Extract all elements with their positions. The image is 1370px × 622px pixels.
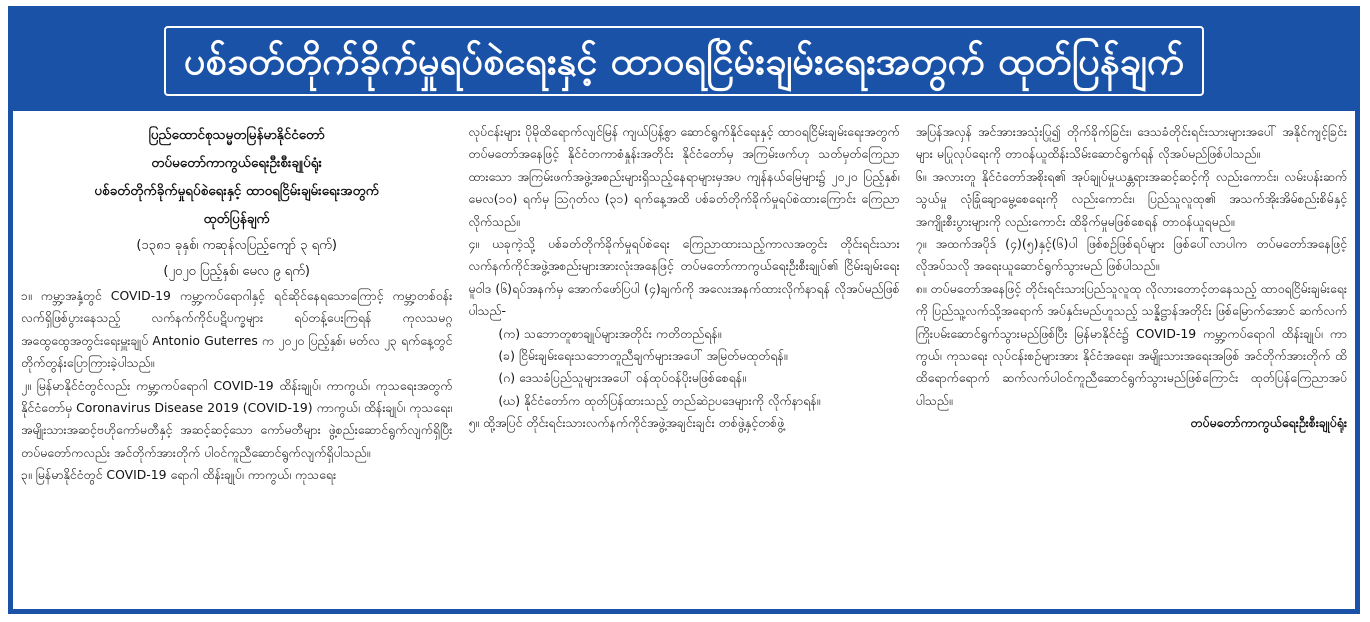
paragraph-5-cont: အပြန်အလှန် အင်အားအသုံးပြု၍ တိုက်ခိုက်ခြင်း၊ ဒေသခံတိုင်းရင်းသားများအပေါ် အနိုင်ကျင့်ခြင်းများ မပြုလုပ်ရေးကို တာဝန်ယူထိန်းသိမ်းဆောင်ရွက်ရန် လိုအပ်မည်ဖြစ်ပါသည်။ (915, 124, 1347, 162)
paragraph-2: ၂။ မြန်မာနိုင်ငံတွင်လည်း ကမ္ဘာ့ကပ်ရောဂါ COVID-19 ထိန်းချုပ်၊ ကာကွယ်၊ ကုသရေးအတွက် နိုင်ငံတော်မှ Coronavirus Disease 2019 (COVID-19) ကာကွယ်၊ ထိန်းချုပ်၊ ကုသရေး၊ အမျိုးသားအဆင့်ဗဟိုကော်မတီနှင့် အဆင့်ဆင့်သော ကော်မတီများ ဖွဲ့စည်းဆောင်ရွက်လျက်ရှိပြီး တပ်မတော်ကလည်း အင်တိုက်အားတိုက် ပါဝင်ကူညီဆောင်ရွက်လျက်ရှိပါသည်။ (21, 377, 453, 460)
body-columns (21, 121, 1347, 609)
header-line-4: ထုတ်ပြန်ချက် (203, 211, 270, 227)
header-date-gregorian: (၂၀၂၀ ပြည့်နှစ်၊ မေလ ၉ ရက်) (163, 264, 310, 279)
title-banner (13, 11, 1355, 111)
header-line-1: ပြည်ထောင်စုသမ္မတမြန်မာနိုင်ငံတော် (148, 127, 325, 143)
list-item-ga: (ဂ) ဒေသခံပြည်သူများအပေါ် ဝန်ထုပ်ဝန်ပိုးမဖြစ်စေရန်။ (498, 370, 746, 386)
column-1 (21, 121, 452, 609)
page-title: ပစ်ခတ်တိုက်ခိုက်မှုရပ်စဲရေးနှင့် ထာဝရငြိမ်းချမ်းရေးအတွက် ထုတ်ပြန်ချက် (164, 26, 1204, 96)
paragraph-5-start: ၅။ ထို့အပြင် တိုင်းရင်းသားလက်နက်ကိုင်အဖွဲ့အချင်းချင်း တစ်ဖွဲ့နှင့်တစ်ဖွဲ့ (468, 415, 785, 431)
column-3 (916, 121, 1347, 609)
header-line-2: တပ်မတော်ကာကွယ်ရေးဦးစီးချုပ်ရုံး (151, 155, 322, 171)
paragraph-1: ၁။ ကမ္ဘာ့အနှံ့တွင် COVID-19 ကမ္ဘာ့ကပ်ရောဂါနှင့် ရင်ဆိုင်နေရသောကြောင့် ကမ္ဘာ့တစ်ဝန်း လက်ရှိဖြစ်ပွားနေသည့် လက်နက်ကိုင်ပဋိပက္ခများ ရပ်တန့်ပေးကြရန် ကုလသမဂ္ဂအထွေထွေအတွင်းရေးမှူးချုပ် Antonio Guterres က ၂၀၂၀ ပြည့်နှစ်၊ မတ်လ ၂၃ ရက်နေ့တွင် တိုက်တွန်းပြောကြားခဲ့ပါသည်။ (21, 288, 453, 371)
list-item-gha: (ဃ) နိုင်ငံတော်က ထုတ်ပြန်ထားသည့် တည်ဆဲဥပဒေများကို လိုက်နာရန်။ (498, 392, 821, 408)
list-item-ka: (က) သဘောတူစာချုပ်များအတိုင်း ကတိတည်ရန်။ (498, 325, 722, 341)
paragraph-3-start: ၃။ မြန်မာနိုင်ငံတွင် COVID-19 ရောဂါ ထိန်းချုပ်၊ ကာကွယ်၊ ကုသရေး (21, 467, 337, 483)
list-item-kha: (ခ) ငြိမ်းချမ်းရေးသဘောတူညီချက်များအပေါ် အမြတ်မထုတ်ရန်။ (498, 348, 788, 364)
paragraph-6: ၆။ အလားတူ နိုင်ငံတော်အစိုးရ၏ အုပ်ချုပ်မှုယန္တရားအဆင့်ဆင့်ကို လည်းကောင်း၊ လမ်းပန်းဆက်သွယ်မှု လုံခြုံချောမွေ့စေရေးကို လည်းကောင်း၊ ပြည်သူလူထု၏ အသက်အိုးအိမ်စည်းစိမ်နှင့် အကျိုးစီးပွားများကို လည်းကောင်း ထိခိုက်မှုမဖြစ်စေရန် တာဝန်ယူရမည်။ (915, 168, 1347, 229)
announcement-frame (8, 6, 1360, 614)
paragraph-4: ၄။ ယခုကဲ့သို့ ပစ်ခတ်တိုက်ခိုက်မှုရပ်စဲရေး ကြေညာထားသည့်ကာလအတွင်း တိုင်းရင်းသားလက်နက်ကိုင်အဖွဲ့အစည်းများအားလုံးအနေဖြင့် တပ်မတော်ကာကွယ်ရေးဦးစီးချုပ်၏ ငြိမ်းချမ်းရေးမူဝါဒ (၆)ရပ်အနက်မှ အောက်ဖော်ပြပါ (၄)ချက်ကို အလေးအနက်ထားလိုက်နာရန် လိုအပ်မည်ဖြစ်ပါသည်- (468, 236, 900, 319)
signature: တပ်မတော်ကာကွယ်ရေးဦးစီးချုပ်ရုံး (1190, 415, 1347, 431)
header-date-burmese: (၁၃၈၁ ခုနှစ်၊ ကဆုန်လပြည့်ကျော် ၃ ရက်) (136, 238, 337, 253)
header-line-3: ပစ်ခတ်တိုက်ခိုက်မှုရပ်စဲရေးနှင့် ထာဝရငြိမ်းချမ်းရေးအတွက် (94, 183, 379, 199)
paragraph-8: ၈။ တပ်မတော်အနေဖြင့် တိုင်းရင်းသားပြည်သူလူထု လိုလားတောင့်တနေသည့် ထာဝရငြိမ်းချမ်းရေးကို ပြည်သူ့လက်သို့အရောက် အပ်နှင်းမည်ဟူသည့် သန္နိဋ္ဌာန်အတိုင်း ဖြစ်မြောက်အောင် ဆက်လက်ကြိုးပမ်းဆောင်ရွက်သွားမည်ဖြစ်ပြီး မြန်မာနိုင်ငံ၌ COVID-19 ကမ္ဘာ့ကပ်ရောဂါ ထိန်းချုပ်၊ ကာကွယ်၊ ကုသရေး လုပ်ငန်းစဉ်များအား နိုင်ငံအရေး၊ အမျိုးသားအရေးအဖြစ် အင်တိုက်အားတိုက် ထိထိရောက်ရောက် ဆက်လက်ပါဝင်ကူညီဆောင်ရွက်သွားမည်ဖြစ်ကြောင်း ထုတ်ပြန်ကြေညာအပ်ပါသည်။ (915, 280, 1347, 408)
paragraph-3-cont: လုပ်ငန်းများ ပိုမိုထိရောက်လျင်မြန် ကျယ်ပြန့်စွာ ဆောင်ရွက်နိုင်ရေးနှင့် ထာဝရငြိမ်းချမ်းရေးအတွက် တပ်မတော်အနေဖြင့် နိုင်ငံတကာစံနှုန်းအတိုင်း နိုင်ငံတော်မှ အကြမ်းဖက်ဟု သတ်မှတ်ကြေညာထားသော အကြမ်းဖက်အဖွဲ့အစည်းများရှိသည့်နေရာများမှအပ ကျန်နယ်မြေများ၌ ၂၀၂၀ ပြည့်နှစ်၊ မေလ(၁၀) ရက်မှ ဩဂုတ်လ (၃၁) ရက်နေ့အထိ ပစ်ခတ်တိုက်ခိုက်မှုရပ်စဲထားကြောင်း ကြေညာလိုက်သည်။ (468, 124, 900, 229)
paragraph-7: ၇။ အထက်အပိုဒ် (၄)(၅)နှင့်(၆)ပါ ဖြစ်စဉ်ဖြစ်ရပ်များ ဖြစ်ပေါ်လာပါက တပ်မတော်အနေဖြင့် လိုအပ်သလို အရေးယူဆောင်ရွက်သွားမည် ဖြစ်ပါသည်။ (915, 236, 1347, 274)
column-2 (468, 121, 899, 609)
